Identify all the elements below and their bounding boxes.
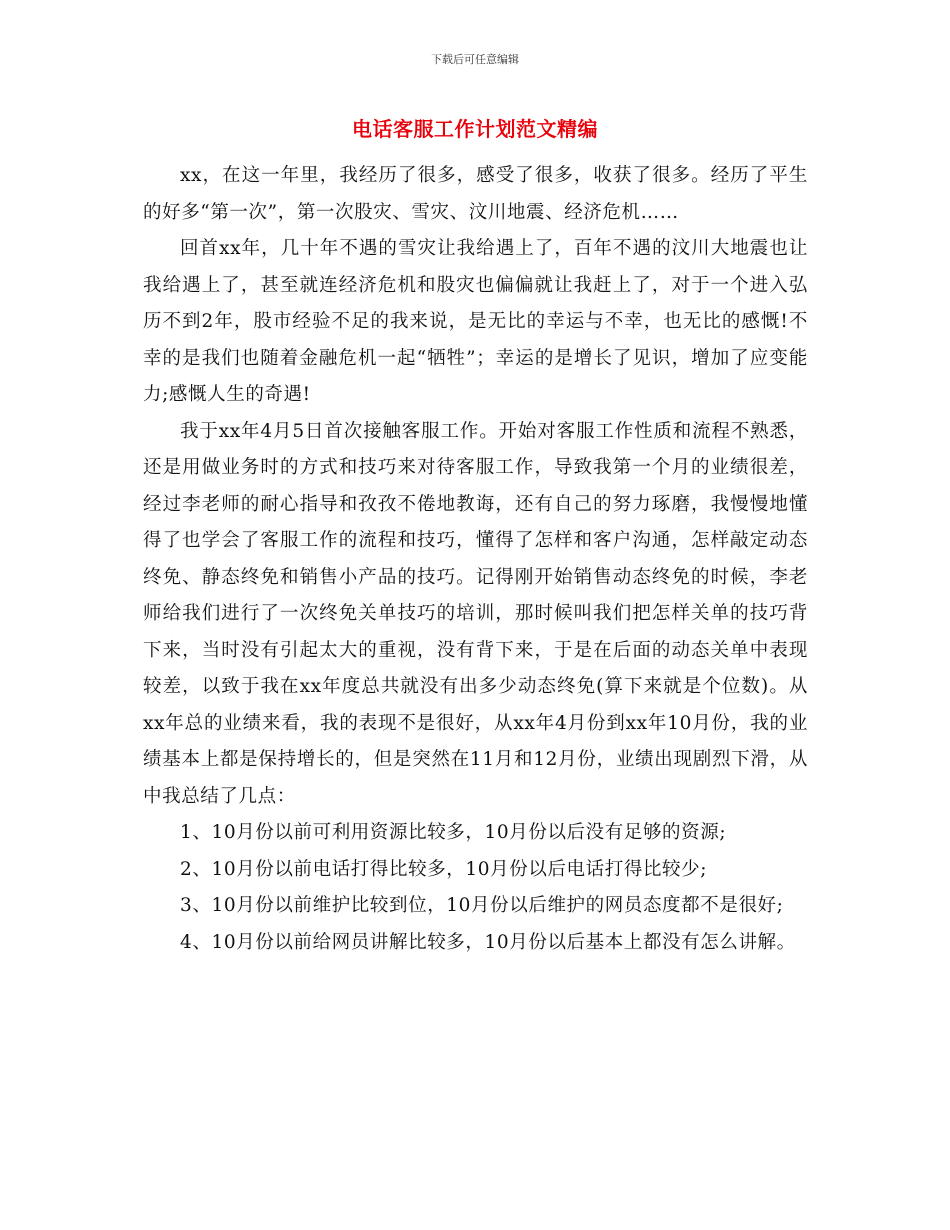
list-item-point-1: 1、10月份以前可利用资源比较多，10月份以后没有足够的资源; — [180, 822, 727, 843]
list-item-point-4: 4、10月份以前给网员讲解比较多，10月份以后基本上都没有怎么讲解。 — [180, 931, 796, 953]
document-body — [143, 158, 808, 961]
paragraph-intro: xx，在这一年里，我经历了很多，感受了很多，收获了很多。经历了平生的好多“第一次”，第一次股灾、雪灾、汶川地震、经济危机…… — [143, 165, 808, 223]
paragraph-review: 回首xx年，几十年不遇的雪灾让我给遇上了，百年不遇的汶川大地震也让我给遇上了，甚至就连经济危机和股灾也偏偏就让我赶上了，对于一个进入弘历不到2年，股市经验不足的我来说，是无比的幸运与不幸，也无比的感慨!不幸的是我们也随着金融危机一起“牺牲”；幸运的是增长了见识，增加了应变能力;感慨人生的奇遇! — [143, 238, 808, 405]
list-item-point-3: 3、10月份以前维护比较到位，10月份以后维护的网员态度都不是很好; — [180, 895, 784, 916]
page-header: 下载后可任意编辑 — [431, 53, 519, 66]
paragraph-work-history: 我于xx年4月5日首次接触客服工作。开始对客服工作性质和流程不熟悉，还是用做业务时的方式和技巧来对待客服工作，导致我第一个月的业绩很差，经过李老师的耐心指导和孜孜不倦地教诲，还有自己的努力琢磨，我慢慢地懂得了也学会了客服工作的流程和技巧，懂得了怎样和客户沟通，怎样敲定动态终免、静态终免和销售小产品的技巧。记得刚开始销售动态终免的时候，李老师给我们进行了一次终免关单技巧的培训，那时候叫我们把怎样关单的技巧背下来，当时没有引起太大的重视，没有背下来，于是在后面的动态关单中表现较差，以致于我在xx年度总共就没有出多少动态终免(算下来就是个位数)。从xx年总的业绩来看，我的表现不是很好，从xx年4月份到xx年10月份，我的业绩基本上都是保持增长的，但是突然在11月和12月份，业绩出现剧烈下滑，从中我总结了几点： — [143, 420, 808, 807]
list-item-point-2: 2、10月份以前电话打得比较多，10月份以后电话打得比较少; — [180, 858, 708, 880]
document-title: 电话客服工作计划范文精编 — [352, 117, 598, 141]
